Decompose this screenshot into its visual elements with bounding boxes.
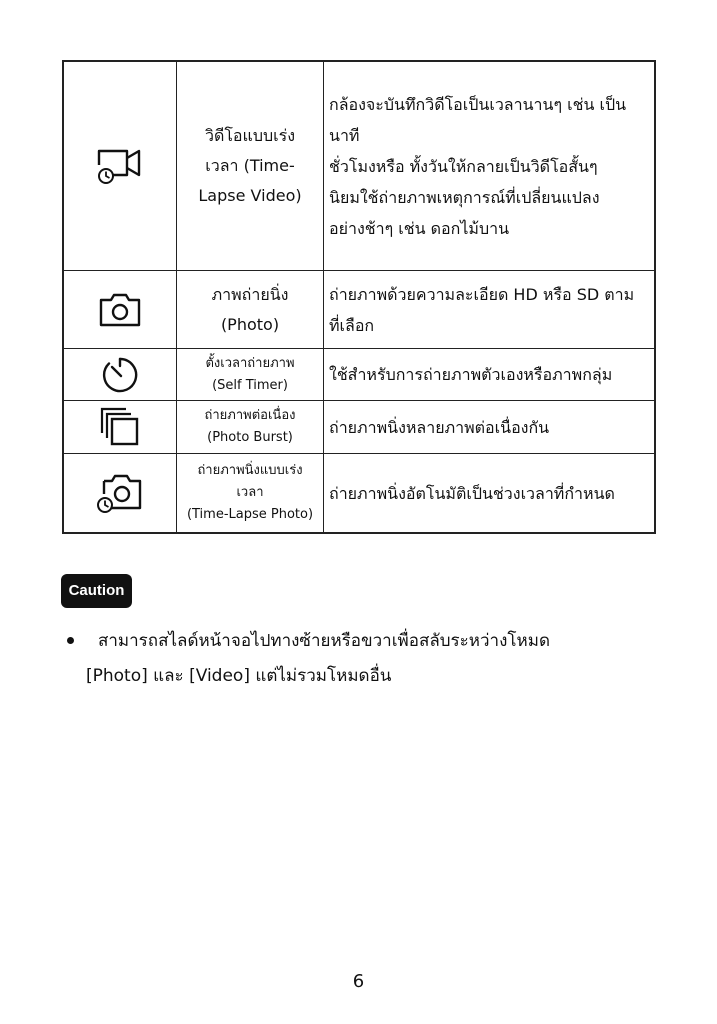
mode-name-line: ภาพถ่ายนิ่ง (211, 284, 289, 304)
mode-name-line: วิดีโอแบบเร่ง (204, 126, 296, 145)
mode-name-line: ถ่ายภาพนิ่งแบบเร่ง (197, 463, 303, 478)
photo-burst-icon (64, 407, 176, 447)
time-lapse-photo-icon (64, 472, 176, 514)
mode-name-cell (177, 349, 324, 401)
mode-name-line: Lapse Video) (198, 186, 302, 205)
icon-cell (63, 401, 177, 454)
mode-description-line: ถ่ายภาพนิ่งหลายภาพต่อเนื่องกัน (329, 417, 550, 437)
camera-icon (64, 292, 176, 328)
page-number: 6 (352, 971, 365, 992)
mode-name-line: เวลา (Time- (205, 156, 295, 175)
time-lapse-video-icon (64, 147, 176, 185)
icon-cell (63, 349, 177, 401)
mode-name-cell (177, 271, 324, 349)
mode-description-cell (324, 349, 656, 401)
camera-modes-table (62, 60, 656, 534)
mode-name-cell (177, 454, 324, 534)
icon-cell (63, 454, 177, 534)
mode-name-line: ถ่ายภาพต่อเนื่อง (204, 408, 296, 423)
caution-badge: Caution (61, 574, 132, 608)
mode-name-line: เวลา (236, 485, 264, 500)
mode-description-line: กล้องจะบันทึกวิดีโอเป็นเวลานานๆ เช่น เป็นนาที (329, 94, 627, 145)
mode-description-line: ที่เลือก (329, 315, 375, 335)
mode-description-cell (324, 271, 656, 349)
mode-name-line: (Photo) (220, 314, 280, 334)
table-row (63, 401, 655, 454)
table-row (63, 271, 655, 349)
mode-name-line: (Photo Burst) (207, 430, 293, 445)
mode-name-line: (Time-Lapse Photo) (186, 507, 314, 522)
mode-name-cell (177, 401, 324, 454)
mode-description-cell (324, 61, 656, 271)
bullet-icon (67, 637, 74, 644)
mode-description-line: ถ่ายภาพด้วยความละเอียด HD หรือ SD ตาม (329, 284, 635, 304)
mode-name-line: ตั้งเวลาถ่ายภาพ (205, 355, 295, 371)
caution-text-line: สามารถสไลด์หน้าจอไปทางซ้ายหรือขวาเพื่อสลับระหว่างโหมด (98, 631, 550, 651)
icon-cell (63, 61, 177, 271)
table-row (63, 61, 655, 271)
icon-cell (63, 271, 177, 349)
mode-description-cell (324, 401, 656, 454)
mode-description-line: ใช้สำหรับการถ่ายภาพตัวเองหรือภาพกลุ่ม (329, 365, 613, 384)
mode-name-cell (177, 61, 324, 271)
table-row (63, 349, 655, 401)
table-row (63, 454, 655, 534)
mode-name-line: (Self Timer) (212, 377, 288, 393)
mode-description-line: ถ่ายภาพนิ่งอัตโนมัติเป็นช่วงเวลาที่กำหนด (329, 483, 615, 503)
self-timer-icon (64, 356, 176, 394)
mode-description-line: นิยมใช้ถ่ายภาพเหตุการณ์ที่เปลี่ยนแปลง (329, 187, 600, 207)
mode-description-line: อย่างช้าๆ เช่น ดอกไม้บาน (329, 218, 510, 238)
mode-description-cell (324, 454, 656, 534)
mode-description-line: ชั่วโมงหรือ ทั้งวันให้กลายเป็นวิดีโอสั้นๆ (329, 156, 598, 176)
caution-text-line: [Photo] และ [Video] แต่ไม่รวมโหมดอื่น (86, 666, 392, 686)
